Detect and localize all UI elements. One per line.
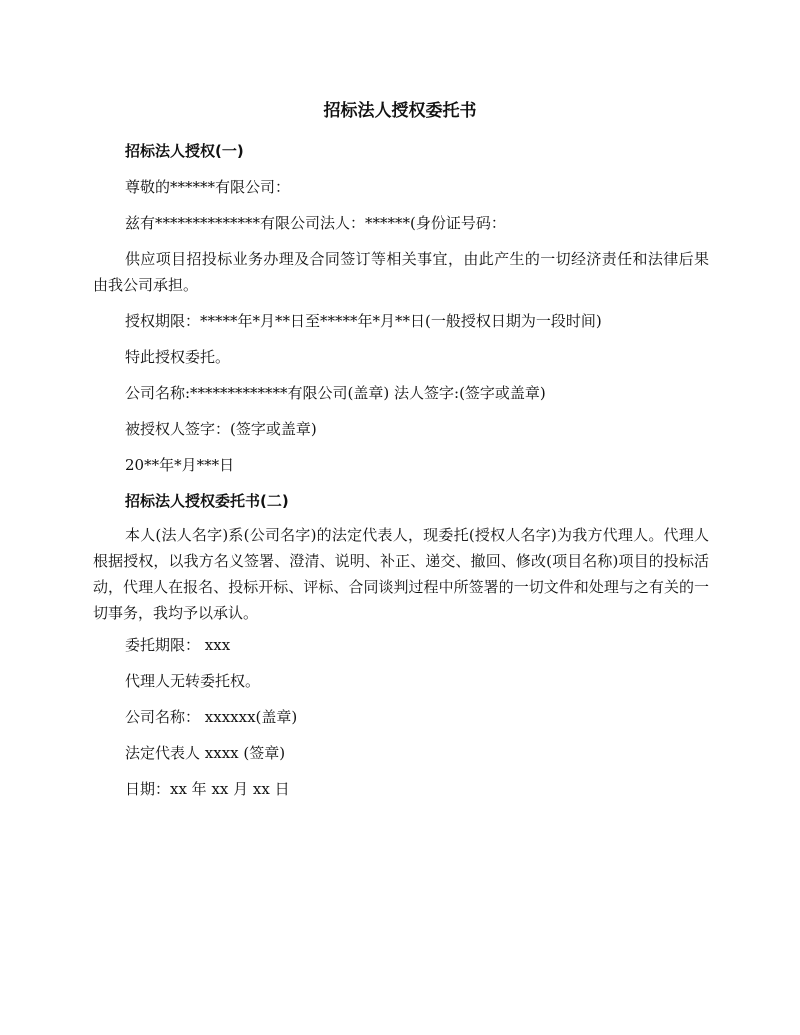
section2-date: 日期：xx 年 xx 月 xx 日 xyxy=(125,780,290,798)
section2-paragraph: 本人(法人名字)系(公司名字)的法定代表人，现委托(授权人名字)为我方代理人。代理人根据授权，以我方名义签署、澄清、说明、补正、递交、撤回、修改(项目名称)项目的投标活动，代理人在报名、投标开标、评标、合同谈判过程中所签署的一切文件和处理与之有关的一切事务，我均予以承认。 xyxy=(93,526,709,622)
section1-date: 20**年*月***日 xyxy=(125,456,235,474)
section2-period: 委托期限： xxx xyxy=(125,636,231,654)
section2-heading: 招标法人授权委托书(二) xyxy=(125,492,289,510)
section1-closing: 特此授权委托。 xyxy=(125,348,231,366)
section1-salutation: 尊敬的******有限公司： xyxy=(125,178,291,196)
section1-agent-signature: 被授权人签字：(签字或盖章) xyxy=(125,420,317,438)
document-title: 招标法人授权委托书 xyxy=(323,101,477,121)
section2-company: 公司名称： xxxxxx(盖章) xyxy=(125,708,298,726)
section2-no-transfer: 代理人无转委托权。 xyxy=(125,672,261,690)
section2-legal-representative: 法定代表人 xxxx (签章) xyxy=(125,744,286,762)
section1-authorizer-line: 兹有**************有限公司法人：******(身份证号码： xyxy=(125,214,506,232)
section1-heading: 招标法人授权(一) xyxy=(125,142,244,160)
section1-paragraph: 供应项目招投标业务办理及合同签订等相关事宜，由此产生的一切经济责任和法律后果由我公司承担。 xyxy=(93,250,709,294)
section1-period: 授权期限：*****年*月**日至*****年*月**日(一般授权日期为一段时间) xyxy=(125,312,602,330)
section1-company-signature: 公司名称:*************有限公司(盖章) 法人签字:(签字或盖章) xyxy=(125,384,546,402)
